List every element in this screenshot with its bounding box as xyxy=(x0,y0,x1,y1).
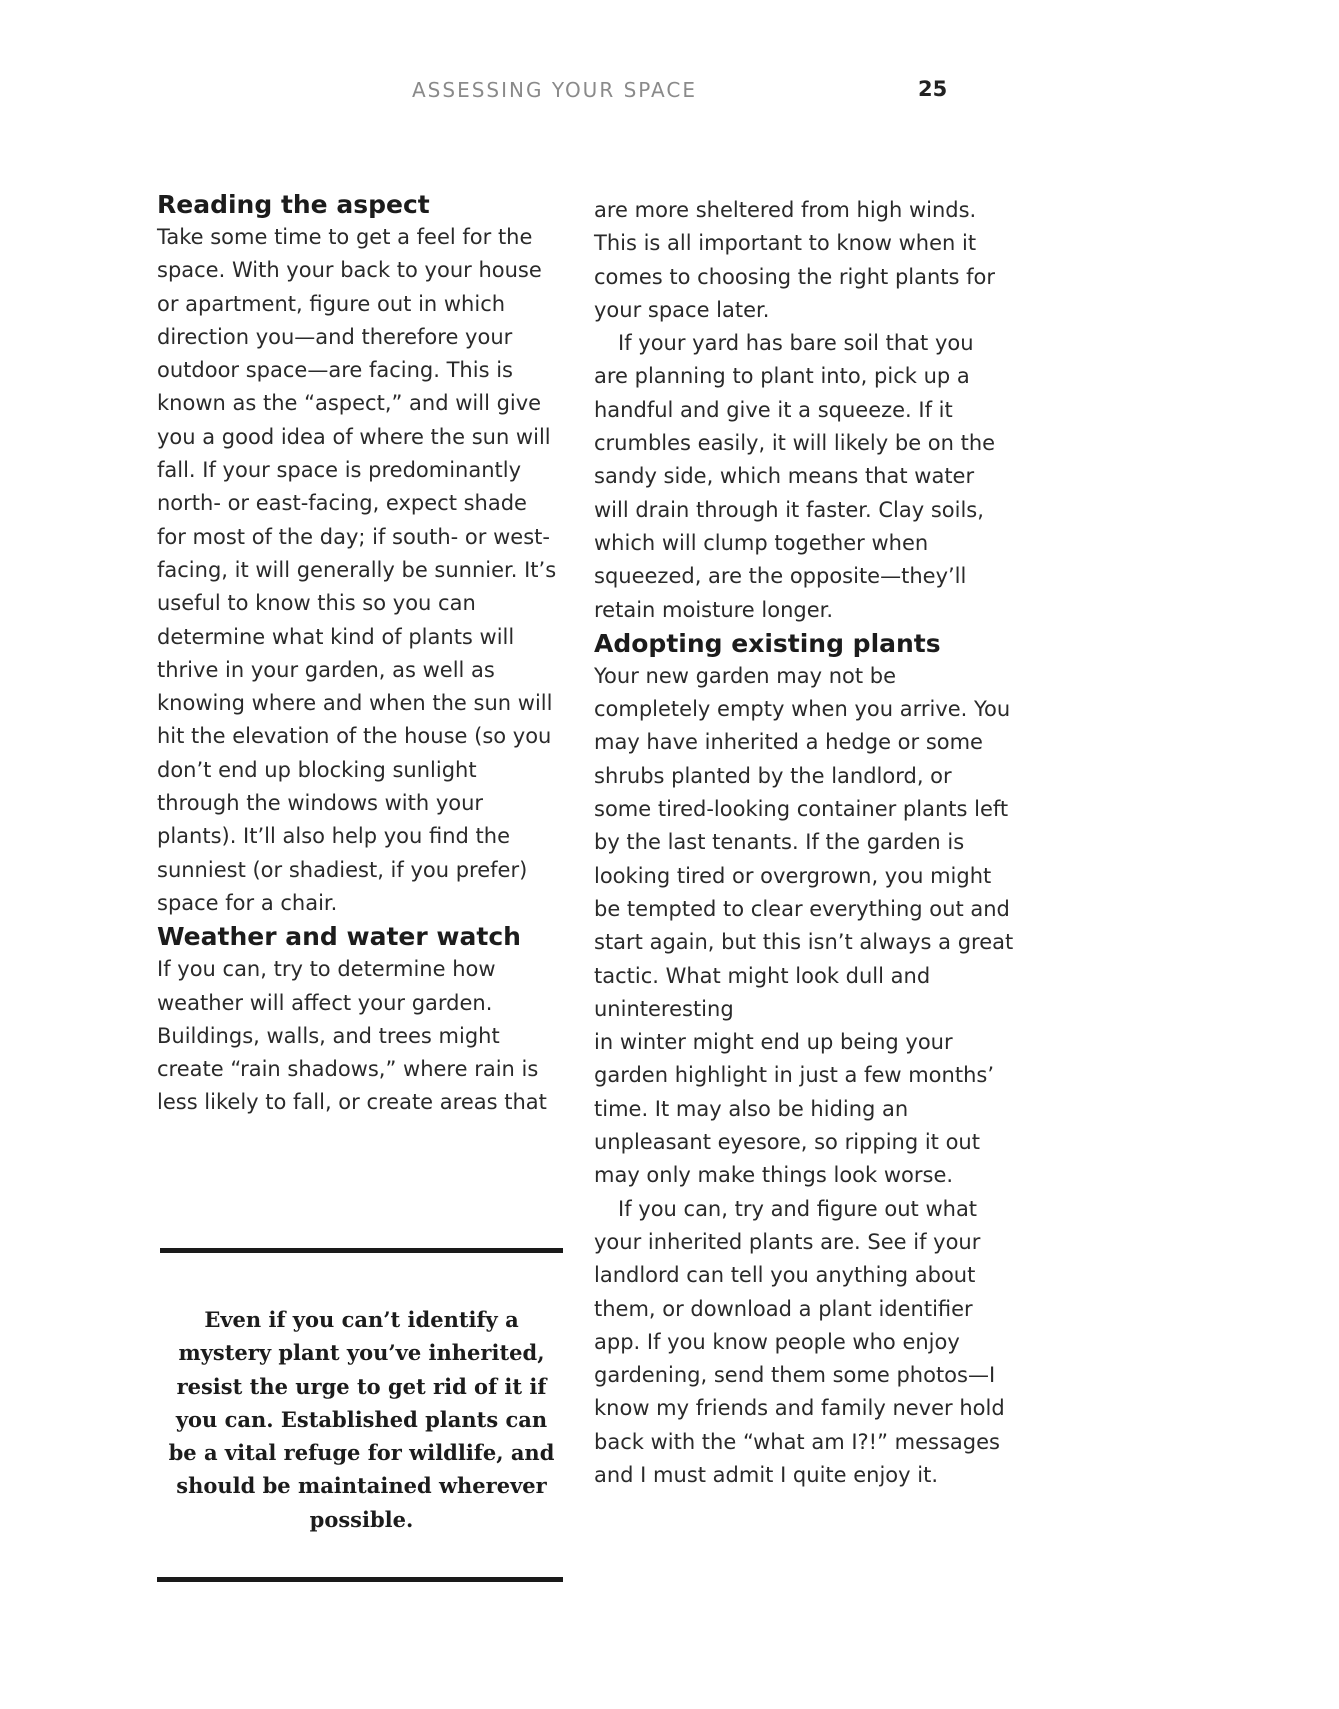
section-heading-reading-the-aspect: Reading the aspect xyxy=(157,190,430,219)
right-column xyxy=(594,194,1014,1492)
running-title: ASSESSING YOUR SPACE xyxy=(412,78,697,102)
pull-quote-text: Even if you can’t identify a mystery plant you’ve inherited, resist the urge to get rid of it if you can. Established plants can be a vital refuge for wildlife, and should be maintained wherever possible. xyxy=(168,1307,555,1532)
section-heading-adopting-existing-plants: Adopting existing plants xyxy=(594,628,941,658)
body-paragraph-continuation: are more sheltered from high winds. This is all important to know when it comes to choosing the right plants for your space later. xyxy=(594,198,996,322)
page-number: 25 xyxy=(918,77,948,101)
body-paragraph-soil: If your yard has bare soil that you are planning to plant into, pick up a handful and give it a squeeze. If it crumbles easily, it will likely be on the sandy side, which means that water will drain through it faster. Clay soils, which will clump together when squeezed, are the opposite—they’ll retain moisture longer. xyxy=(594,331,996,622)
section-heading-weather-and-water-watch: Weather and water watch xyxy=(157,922,521,952)
body-paragraph-continued: in winter might end up being your garden highlight in just a few months’ time. It may also be hiding an unpleasant eyesore, so ripping it out may only make things look worse. xyxy=(594,1030,994,1188)
body-paragraph: If you can, try to determine how weather will affect your garden. Buildings, walls, and trees might create “rain shadows,” where rain is less likely to fall, or create areas that xyxy=(157,957,547,1115)
body-paragraph: If you can, try and figure out what your inherited plants are. See if your landlord can tell you anything about them, or download a plant identifier app. If you know people who enjoy gardening, send them some photos—I know my friends and family never hold back with the “what am I?!” messages and I must admit I quite enjoy it. xyxy=(594,1196,1005,1487)
pull-quote-bottom-rule xyxy=(157,1577,563,1582)
pull-quote-top-rule xyxy=(160,1248,563,1253)
body-paragraph: Take some time to get a feel for the space. With your back to your house or apartment, figure out in which direction you—and therefore your outdoor space—are facing. This is known as the “aspect,” and will give you a good idea of where the sun will fall. If your space is predominantly north- or east-facing, expect shade for most of the day; if south- or west-facing, it will generally be sunnier. It’s useful to know this so you can determine what kind of plants will thrive in your garden, as well as knowing where and when the sun will hit the elevation of the house (so you don’t end up blocking sunlight through the windows with your plants). It’ll also help you find the sunniest (or shadiest, if you prefer) space for a chair. xyxy=(157,225,557,915)
running-header xyxy=(0,78,1339,108)
left-column xyxy=(157,188,557,1120)
pull-quote xyxy=(160,1248,564,1586)
body-paragraph: Your new garden may not be completely empty when you arrive. You may have inherited a hedge or some shrubs planted by the landlord, or some tired-looking container plants left by the last tenants. If the garden is looking tired or overgrown, you might be tempted to clear everything out and start again, but this isn’t always a great tactic. What might look dull and uninteresting xyxy=(594,663,1014,1021)
